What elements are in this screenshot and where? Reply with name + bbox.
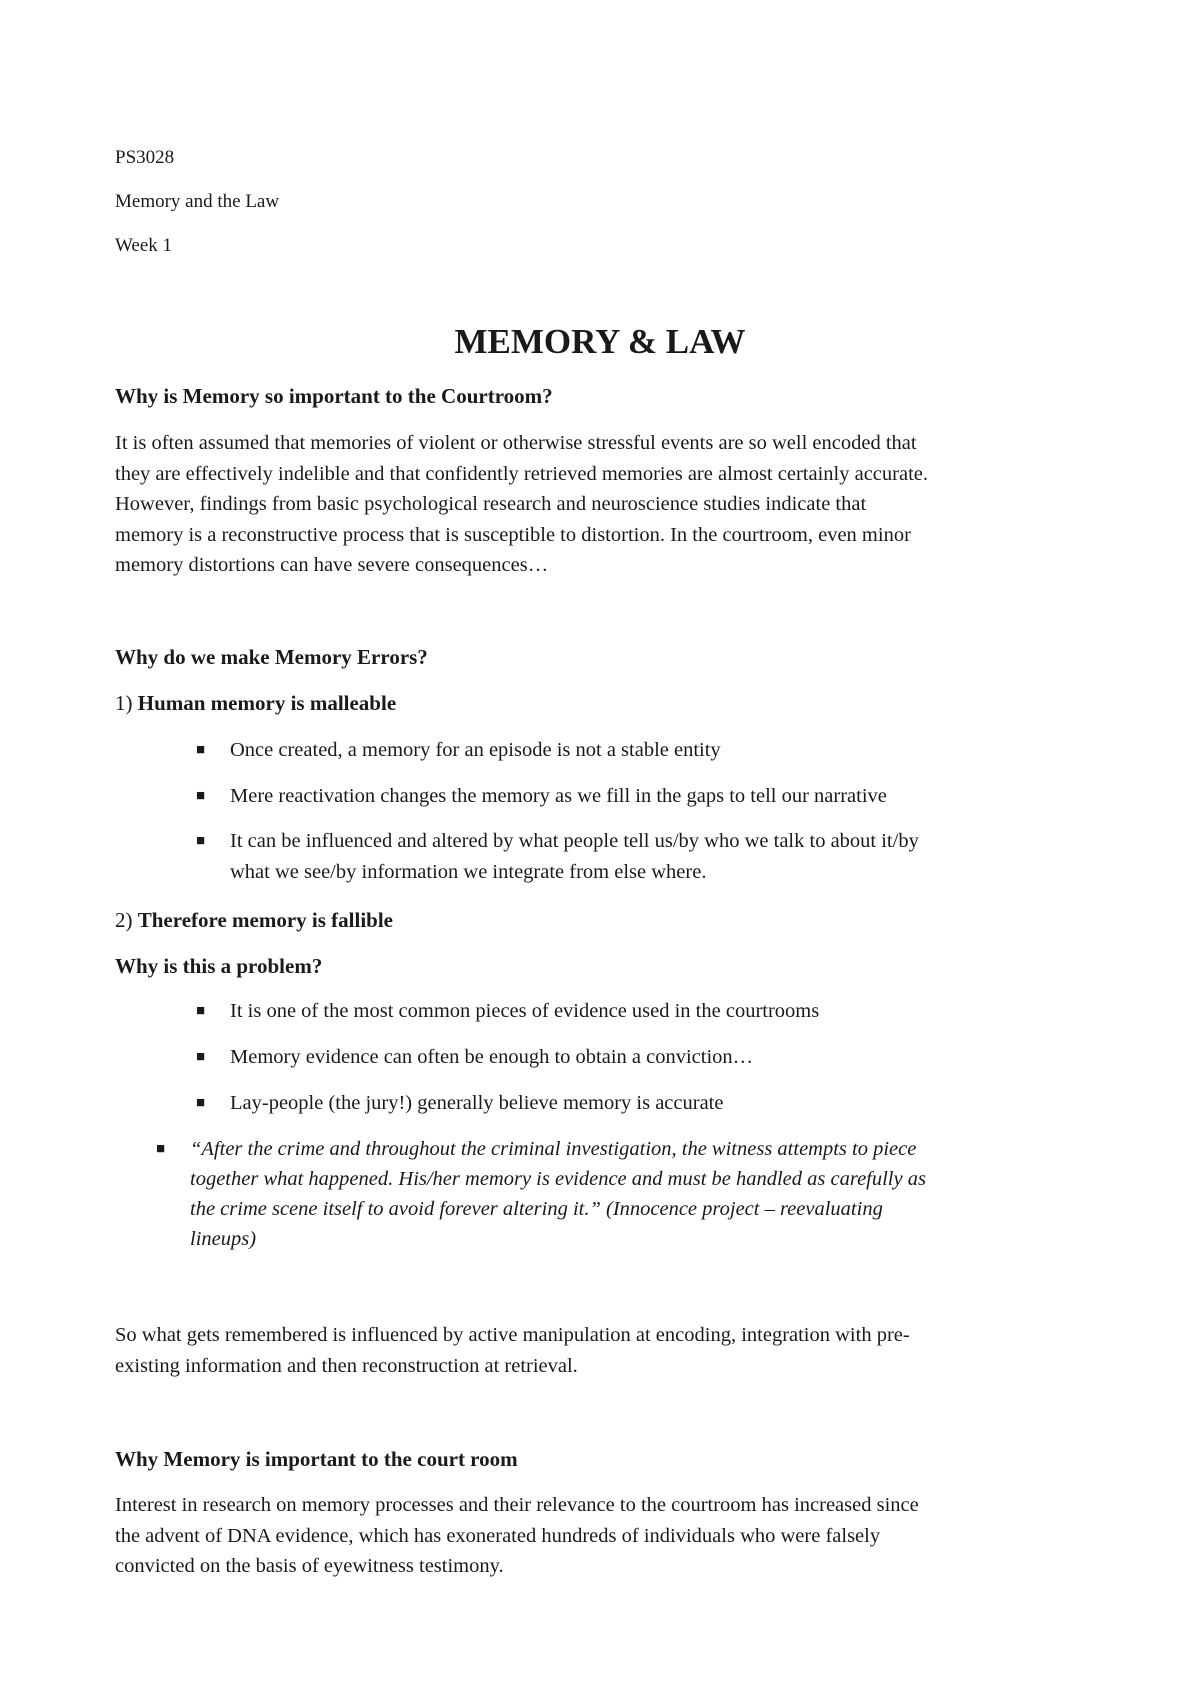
bullet-item <box>196 1088 1110 1119</box>
section3-paragraph <box>115 1490 1095 1582</box>
bullet-item <box>196 826 1110 887</box>
bullet-text: It can be influenced and altered by what people tell us/by who we talk to about it/by <box>230 830 919 852</box>
paragraph-line: the advent of DNA evidence, which has exonerated hundreds of individuals who were falsely <box>115 1524 881 1547</box>
page-title: MEMORY & LAW <box>454 322 746 361</box>
bullet-text: what we see/by information we integrate from else where. <box>230 860 707 883</box>
quote-line: lineups) <box>190 1228 257 1250</box>
point-2 <box>115 907 393 933</box>
quote-line: the crime scene itself to avoid forever altering it.” (Innocence project – reevaluating <box>190 1198 883 1220</box>
bullet-item <box>196 781 1110 812</box>
problem-subheading: Why is this a problem? <box>115 954 323 978</box>
section1-paragraph <box>115 428 1095 581</box>
bullet-icon: ■ <box>156 1141 166 1157</box>
paragraph-line: Interest in research on memory processes and their relevance to the courtroom has increased since <box>115 1494 919 1516</box>
section3-heading: Why Memory is important to the court room <box>115 1447 518 1471</box>
quote-block <box>156 1134 1090 1254</box>
bullet-icon: ■ <box>196 788 206 804</box>
paragraph-line: they are effectively indelible and that confidently retrieved memories are almost certainly accurate. <box>115 462 928 485</box>
bullet-text: It is one of the most common pieces of evidence used in the courtrooms <box>230 1000 820 1022</box>
bullet-item <box>196 735 1110 766</box>
bullet-icon: ■ <box>196 1095 206 1111</box>
paragraph-line: existing information and then reconstruction at retrieval. <box>115 1354 578 1377</box>
point-2-number: 2) <box>115 908 133 932</box>
bullet-text: Mere reactivation changes the memory as we fill in the gaps to tell our narrative <box>230 785 887 807</box>
bullet-icon: ■ <box>196 1003 206 1019</box>
bullet-icon: ■ <box>196 742 206 758</box>
course-code: PS3028 <box>115 147 175 168</box>
summary-paragraph <box>115 1320 1095 1381</box>
paragraph-line: memory distortions can have severe consequences… <box>115 554 549 576</box>
week-label: Week 1 <box>115 235 173 256</box>
course-title: Memory and the Law <box>115 191 280 212</box>
bullet-icon: ■ <box>196 1049 206 1065</box>
bullet-text: Once created, a memory for an episode is not a stable entity <box>230 739 721 761</box>
quote-line: together what happened. His/her memory is evidence and must be handled as carefully as <box>190 1168 926 1190</box>
paragraph-line: However, findings from basic psychological research and neuroscience studies indicate that <box>115 493 867 515</box>
paragraph-line: memory is a reconstructive process that is susceptible to distortion. In the courtroom, even minor <box>115 523 911 546</box>
point-1-number: 1) <box>115 691 133 715</box>
bullet-item <box>196 1042 1110 1073</box>
point-2-text: Therefore memory is fallible <box>137 908 393 932</box>
point-1-text: Human memory is malleable <box>137 691 397 715</box>
paragraph-line: It is often assumed that memories of violent or otherwise stressful events are so well encoded that <box>115 432 917 454</box>
section1-heading: Why is Memory so important to the Courtroom? <box>115 384 553 408</box>
quote-line: “After the crime and throughout the criminal investigation, the witness attempts to piece <box>190 1138 917 1160</box>
paragraph-line: So what gets remembered is influenced by active manipulation at encoding, integration with pre- <box>115 1324 910 1346</box>
bullet-text: Lay-people (the jury!) generally believe memory is accurate <box>230 1092 724 1114</box>
section2-heading: Why do we make Memory Errors? <box>115 645 428 669</box>
paragraph-line: convicted on the basis of eyewitness testimony. <box>115 1555 504 1577</box>
point-1 <box>115 690 396 716</box>
bullet-item <box>196 996 1110 1027</box>
bullet-icon: ■ <box>196 833 206 849</box>
bullet-text: Memory evidence can often be enough to obtain a conviction… <box>230 1046 754 1068</box>
